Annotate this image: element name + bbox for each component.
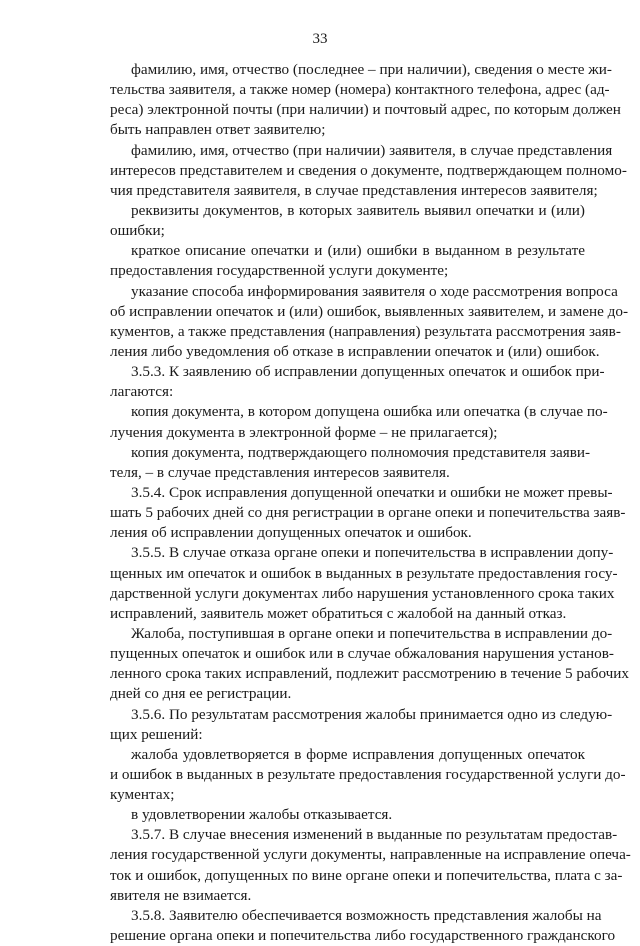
text-line: щих решений: (110, 725, 203, 743)
text-line: фамилию, имя, отчество (при наличии) заявителя, в случае представления (131, 141, 613, 159)
text-line: теля, – в случае представления интересов заявителя. (110, 463, 450, 481)
text-line: краткое описание опечатки и (или) ошибки в выданном в результате (131, 242, 585, 260)
text-line: явителя не взимается. (110, 886, 252, 904)
text-line: чия представителя заявителя, в случае представления интересов заявителя; (110, 181, 598, 199)
text-line: копия документа, в котором допущена ошибка или опечатка (в случае по- (131, 403, 608, 421)
text-line: 3.5.5. В случае отказа органе опеки и попечительства в исправлении допу- (131, 544, 614, 562)
text-line: быть направлен ответ заявителю; (110, 121, 326, 139)
text-line: ток и ошибок, допущенных по вине органе опеки и попечительства, плата с за- (110, 866, 623, 884)
text-line: и ошибок в выданных в результате предоставления государственной услуги до- (110, 765, 626, 783)
text-line: предоставления государственной услуги документе; (110, 262, 449, 280)
text-line: кументах; (110, 786, 175, 804)
text-line: ленного срока таких исправлений, подлежит рассмотрению в течение 5 рабочих (110, 665, 629, 683)
text-line: дарственной услуги документах либо нарушения установленного срока таких (110, 584, 615, 602)
text-line: дней со дня ее регистрации. (110, 685, 292, 703)
text-line: жалоба удовлетворяется в форме исправления допущенных опечаток (131, 745, 585, 763)
text-line: тельства заявителя, а также номер (номера) контактного телефона, адрес (ад- (110, 81, 610, 99)
text-line: лучения документа в электронной форме – не прилагается); (110, 423, 498, 441)
text-line: копия документа, подтверждающего полномочия представителя заяви- (131, 443, 591, 461)
text-line: решение органа опеки и попечительства либо государственного гражданского (110, 927, 616, 945)
text-line: Жалоба, поступившая в органе опеки и попечительства в исправлении до- (131, 624, 613, 642)
text-line: щенных им опечаток и ошибок в выданных в результате предоставления госу- (110, 564, 618, 582)
text-line: 3.5.8. Заявителю обеспечивается возможность представления жалобы на (131, 906, 602, 924)
text-line: 3.5.7. В случае внесения изменений в выданные по результатам предостав- (131, 826, 618, 844)
document-body (110, 60, 631, 946)
text-line: 3.5.3. К заявлению об исправлении допущенных опечаток и ошибок при- (131, 363, 605, 381)
page-number: 33 (312, 31, 328, 47)
text-line: ления государственной услуги документы, направленные на исправление опеча- (110, 846, 631, 864)
text-line: шать 5 рабочих дней со дня регистрации в органе опеки и попечительства заяв- (110, 504, 626, 522)
text-line: 3.5.4. Срок исправления допущенной опечатки и ошибки не может превы- (131, 483, 613, 501)
text-line: ления об исправлении допущенных опечаток и ошибок. (110, 524, 472, 542)
text-line: указание способа информирования заявителя о ходе рассмотрения вопроса (131, 282, 618, 300)
text-line: в удовлетворении жалобы отказывается. (131, 806, 393, 824)
text-line: пущенных опечаток и ошибок или в случае обжалования нарушения установ- (110, 645, 614, 663)
text-line: ления либо уведомления об отказе в исправлении опечаток и (или) ошибок. (110, 342, 600, 360)
text-line: 3.5.6. По результатам рассмотрения жалобы принимается одно из следую- (131, 705, 613, 723)
text-line: ошибки; (110, 222, 165, 240)
text-line: фамилию, имя, отчество (последнее – при наличии), сведения о месте жи- (131, 61, 612, 78)
text-line: об исправлении опечаток и (или) ошибок, выявленных заявителем, и замене до- (110, 302, 629, 320)
text-line: исправлений, заявитель может обратиться с жалобой на данный отказ. (110, 604, 567, 622)
text-line: интересов представителем и сведения о документе, подтверждающем полномо- (110, 161, 627, 179)
text-line: реса) электронной почты (при наличии) и почтовый адрес, по которым должен (110, 101, 621, 119)
text-line: кументов, а также представления (направления) результата рассмотрения заяв- (110, 322, 621, 340)
text-line: реквизиты документов, в которых заявитель выявил опечатки и (или) (131, 201, 585, 219)
text-line: лагаются: (110, 383, 174, 401)
